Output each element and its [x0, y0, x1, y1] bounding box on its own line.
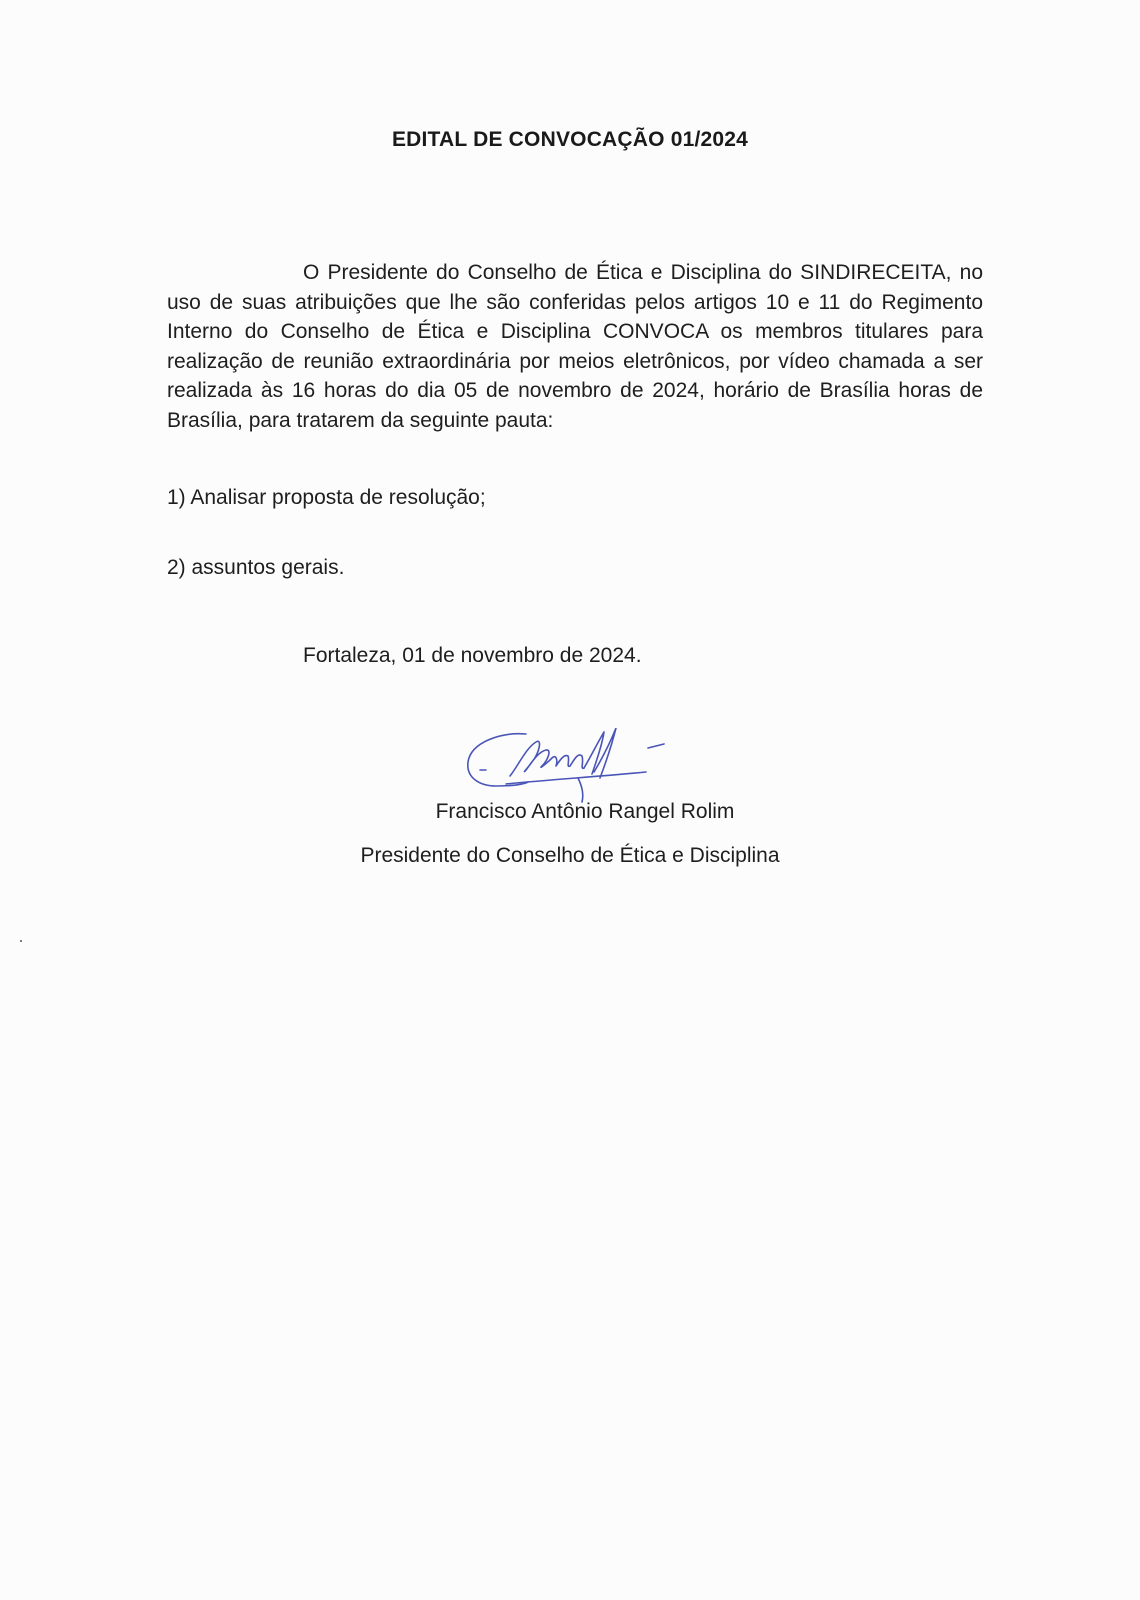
document-title: EDITAL DE CONVOCAÇÃO 01/2024	[391, 128, 749, 151]
convocation-paragraph: O Presidente do Conselho de Ética e Disciplina do SINDIRECEITA, no uso de suas atribuições que lhe são conferidas pelos artigos 10 e 11 do Regimento Interno do Conselho de Ética e Disciplina CONVOCA os membros titulares para realização de reunião extraordinária por meios eletrônicos, por vídeo chamada a ser realizada às 16 horas do dia 05 de novembro de 2024, horário de Brasília horas de Brasília, para tratarem da seguinte pauta:	[167, 261, 983, 432]
scan-speck	[20, 940, 22, 942]
agenda-item: 2) assuntos gerais.	[167, 556, 345, 579]
agenda-item: 1) Analisar proposta de resolução;	[167, 486, 486, 509]
place-and-date: Fortaleza, 01 de novembro de 2024.	[303, 644, 642, 667]
signer-name: Francisco Antônio Rangel Rolim	[435, 800, 735, 823]
signer-role: Presidente do Conselho de Ética e Disciplina	[360, 844, 780, 867]
